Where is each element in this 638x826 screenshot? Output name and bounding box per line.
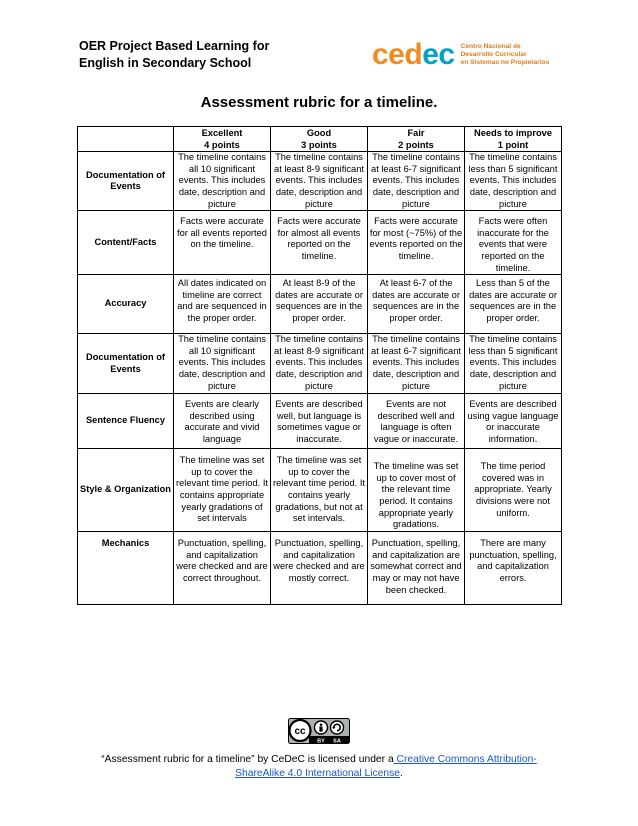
rubric-cell: The timeline was set up to cover most of the relevant time period. It contains appropriate yearly gradations. [368, 449, 465, 532]
logo-wordmark [372, 40, 455, 70]
table-row [78, 275, 562, 334]
rubric-cell: All dates indicated on timeline are correct and are sequenced in the proper order. [174, 275, 271, 334]
rubric-cell: The time period covered was in appropriate. Yearly divisions were not uniform. [465, 449, 562, 532]
table-row [78, 152, 562, 211]
document-header [79, 38, 269, 72]
logo-word-part-a: ced [372, 38, 423, 71]
criterion-cell: Content/Facts [78, 211, 174, 275]
rubric-cell: Punctuation, spelling, and capitalization were checked and are correct throughout. [174, 532, 271, 605]
criterion-cell: Sentence Fluency [78, 394, 174, 449]
criterion-cell: Accuracy [78, 275, 174, 334]
rubric-cell: The timeline contains all 10 significant events. This includes date, description and picture [174, 334, 271, 394]
column-header-good: Good 3 points [271, 127, 368, 152]
rubric-cell: The timeline was set up to cover the relevant time period. It contains yearly gradations, but not at set intervals. [271, 449, 368, 532]
cc-by-sa-badge-icon [288, 718, 350, 744]
rubric-table [77, 126, 562, 605]
rubric-cell: The timeline contains all 10 significant events. This includes date, description and picture [174, 152, 271, 211]
rubric-cell: Events are not described well and language is often vague or inaccurate. [368, 394, 465, 449]
by-badge-label: BY [317, 738, 325, 744]
rubric-cell: Events are described well, but language is sometimes vague or inaccurate. [271, 394, 368, 449]
table-row [78, 532, 562, 605]
logo-word-part-b: ec [422, 38, 455, 71]
license-prefix: “Assessment rubric for a timeline” by CeDeC is licensed under a [101, 754, 394, 765]
rubric-cell: Facts were accurate for almost all events reported on the timeline. [271, 211, 368, 275]
column-header-fair: Fair 2 points [368, 127, 465, 152]
rubric-cell: The timeline contains at least 8-9 significant events. This includes date, description and picture [271, 334, 368, 394]
rubric-cell: Events are described using vague language or inaccurate information. [465, 394, 562, 449]
page-title: Assessment rubric for a timeline. [200, 94, 438, 111]
column-header-needs-to-improve: Needs to improve 1 point [465, 127, 562, 152]
rubric-cell: The timeline contains less than 5 significant events. This includes date, description and picture [465, 152, 562, 211]
header-line-2: English in Secondary School [79, 56, 252, 70]
rubric-cell: The timeline was set up to cover the relevant time period. It contains appropriate yearly gradations of set intervals [174, 449, 271, 532]
column-header-excellent: Excellent 4 points [174, 127, 271, 152]
rubric-corner-cell [78, 127, 174, 152]
logo-subtitle-line-1: Centro Nacional de [460, 43, 521, 50]
rubric-cell: Punctuation, spelling, and capitalization were checked and are mostly correct. [271, 532, 368, 605]
criterion-cell: Mechanics [78, 532, 174, 605]
table-row [78, 449, 562, 532]
rubric-cell: Events are clearly described using accurate and vivid language [174, 394, 271, 449]
rubric-cell: Punctuation, spelling, and capitalization are somewhat correct and may or may not have been checked. [368, 532, 465, 605]
criterion-cell: Documentation of Events [78, 152, 174, 211]
rubric-cell: Facts were accurate for most (~75%) of the events reported on the timeline. [368, 211, 465, 275]
rubric-header-row [78, 127, 562, 152]
rubric-cell: Facts were accurate for all events reported on the timeline. [174, 211, 271, 275]
header-line-1: OER Project Based Learning for [79, 39, 270, 53]
share-alike-icon [331, 721, 344, 734]
rubric-cell: The timeline contains less than 5 significant events. This includes date, description and picture [465, 334, 562, 394]
rubric-cell: Facts were often inaccurate for the events that were reported on the timeline. [465, 211, 562, 275]
logo-subtitle-line-3: en Sistemas no Propietarios [460, 59, 550, 66]
rubric-cell: At least 6-7 of the dates are accurate or sequences are in the proper order. [368, 275, 465, 334]
license-notice [80, 753, 558, 781]
table-row [78, 334, 562, 394]
rubric-cell: The timeline contains at least 6-7 significant events. This includes date, description and picture [368, 152, 465, 211]
table-row [78, 394, 562, 449]
cedec-logo [372, 39, 549, 71]
logo-subtitle-line-2: Desarrollo Curricular [460, 51, 527, 58]
rubric-cell: At least 8-9 of the dates are accurate or sequences are in the proper order. [271, 275, 368, 334]
cc-badge-label: cc [294, 726, 306, 737]
criterion-cell: Documentation of Events [78, 334, 174, 394]
logo-subtitle [461, 43, 550, 67]
rubric-cell: The timeline contains at least 8-9 significant events. This includes date, description and picture [271, 152, 368, 211]
table-row [78, 211, 562, 275]
rubric-cell: Less than 5 of the dates are accurate or sequences are in the proper order. [465, 275, 562, 334]
criterion-cell: Style & Organization [78, 449, 174, 532]
sa-badge-label: SA [333, 738, 341, 744]
rubric-cell: There are many punctuation, spelling, and capitalization errors. [465, 532, 562, 605]
license-link[interactable]: Creative Commons Attribution-ShareAlike 4.0 International License [235, 754, 537, 779]
license-suffix: . [399, 768, 403, 779]
rubric-cell: The timeline contains at least 6-7 significant events. This includes date, description and picture [368, 334, 465, 394]
